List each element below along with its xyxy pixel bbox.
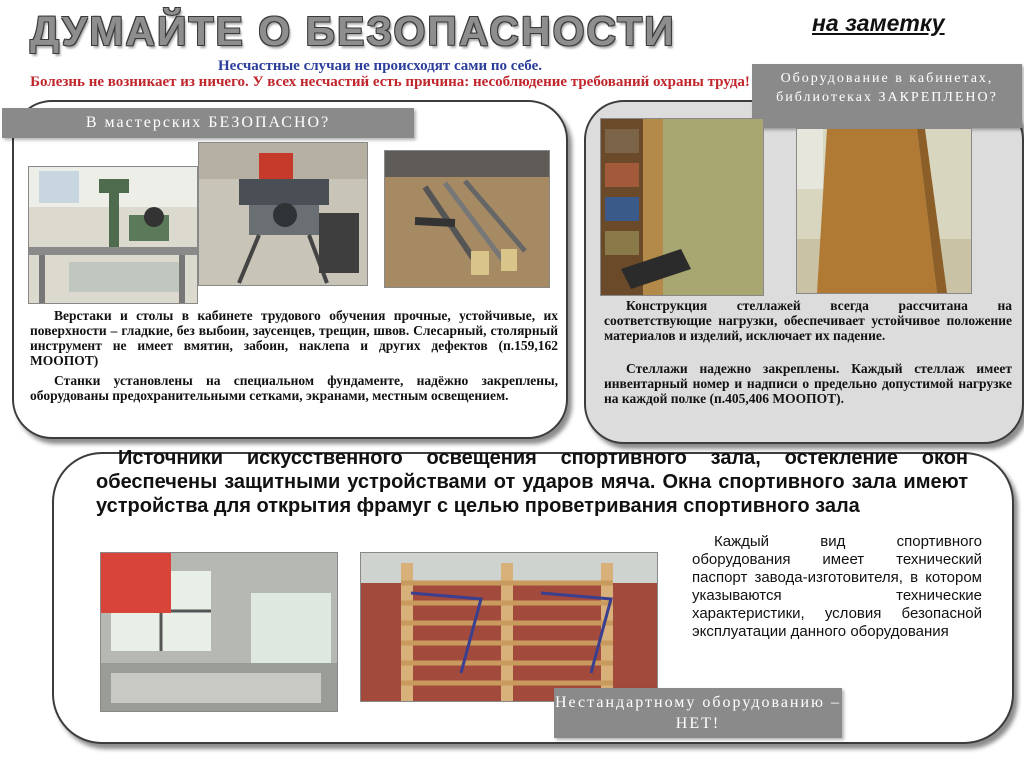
bookshelf-photo bbox=[600, 118, 764, 296]
gym-text-main-content: Источники искусственного освещения спортивного зала, остекление окон обеспечены защитными устройствами от ударов мяча. Окна спортивного зала имеют устройства для открытия фрамуг с целью проветривания спортивного зала bbox=[96, 447, 968, 517]
gym-window-photo bbox=[100, 552, 338, 712]
equipment-label bbox=[752, 64, 1022, 128]
gym-label bbox=[554, 688, 842, 738]
workshop-tools-photo bbox=[384, 150, 550, 288]
equipment-text-fixed bbox=[604, 361, 1012, 406]
equipment-label-text: Оборудование в кабинетах, библиотеках ЗАКРЕПЛЕНО? bbox=[776, 71, 998, 105]
equipment-text-racks-content: Конструкция стеллажей всегда рассчитана на соответствующие нагрузки, обеспечивает устойчивое положение материалов и изделий, исключает их падение. bbox=[604, 298, 1012, 343]
gym-label-text: Нестандартному оборудованию – НЕТ! bbox=[555, 694, 841, 732]
workshops-text-benches-content: Верстаки и столы в кабинете трудового обучения прочные, устойчивые, их поверхности – гладкие, без выбоин, заусенцев, трещин, швов. Слесарный, столярный инструмент не имеет вмятин, забоин, наклепа и других дефектов (п.159,162 МООПОТ) bbox=[30, 308, 558, 368]
workshop-drill-photo bbox=[28, 166, 198, 304]
workshops-text-machines-content: Станки установлены на специальном фундаменте, надёжно закреплены, оборудованы предохранительными сетками, экранами, местным освещением. bbox=[30, 373, 558, 403]
equipment-text-fixed-content: Стеллажи надежно закреплены. Каждый стеллаж имеет инвентарный номер и надписи о предельно допустимой нагрузке на каждой полке (п.405,406 МООПОТ). bbox=[604, 361, 1012, 406]
equipment-text-racks bbox=[604, 298, 1012, 343]
cabinet-photo bbox=[796, 128, 972, 294]
subtitle-accidents: Несчастные случаи не происходят сами по себе. bbox=[217, 58, 543, 74]
workshops-text-benches bbox=[30, 308, 558, 368]
gym-text-side bbox=[692, 533, 982, 641]
subtitle-causes: Болезнь не возникает из ничего. У всех несчастий есть причина: несоблюдение требований охраны труда! bbox=[30, 74, 750, 90]
note-heading: на заметку bbox=[812, 10, 945, 36]
gym-text-main bbox=[96, 446, 968, 518]
page-title: ДУМАЙТЕ О БЕЗОПАСНОСТИ bbox=[30, 8, 676, 54]
workshops-text-machines bbox=[30, 373, 558, 403]
gym-text-side-content: Каждый вид спортивного оборудования имеет технический паспорт завода-изготовителя, в котором указываются технические характеристики, условия безопасной эксплуатации данного оборудования bbox=[692, 533, 982, 640]
wall-bars-photo bbox=[360, 552, 658, 702]
workshops-label: В мастерских БЕЗОПАСНО? bbox=[2, 108, 414, 138]
workshop-lathe-photo bbox=[198, 142, 368, 286]
